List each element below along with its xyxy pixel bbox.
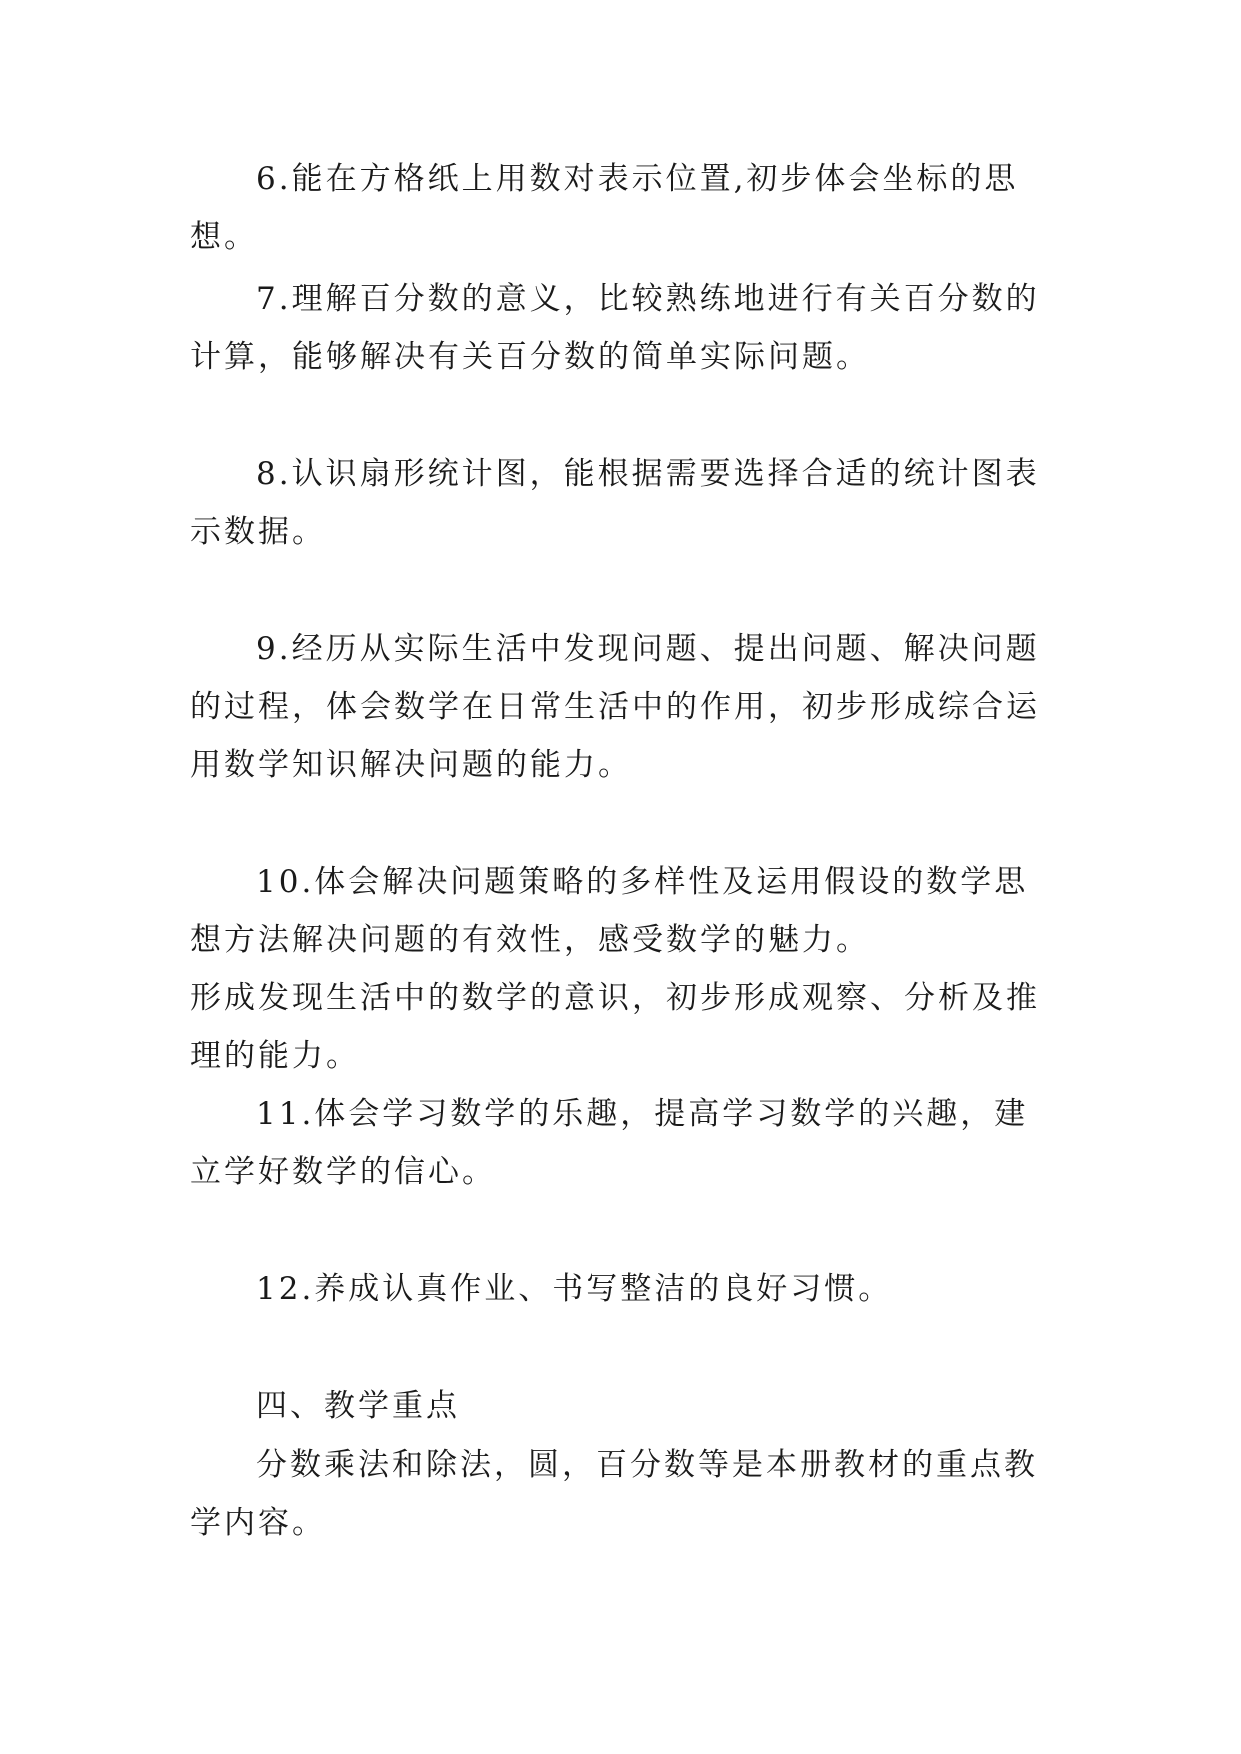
- paragraph-item-7: 7.理解百分数的意义，比较熟练地进行有关百分数的计算，能够解决有关百分数的简单实际问题。: [190, 281, 1040, 375]
- paragraph-item-6: 6.能在方格纸上用数对表示位置,初步体会坐标的思想。: [190, 161, 1019, 255]
- paragraph-item-10: 10.体会解决问题策略的多样性及运用假设的数学思想方法解决问题的有效性，感受数学的魅力。: [190, 864, 1029, 958]
- section-heading-teaching-focus: 四、教学重点: [256, 1388, 460, 1424]
- paragraph-item-12: 12.养成认真作业、书写整洁的良好习惯。: [256, 1271, 893, 1307]
- paragraph-item-10-continued: 形成发现生活中的数学的意识，初步形成观察、分析及推理的能力。: [190, 980, 1040, 1074]
- paragraph-teaching-focus: 分数乘法和除法，圆，百分数等是本册教材的重点教学内容。: [190, 1447, 1038, 1541]
- paragraph-item-11: 11.体会学习数学的乐趣，提高学习数学的兴趣，建立学好数学的信心。: [190, 1096, 1029, 1190]
- paragraph-item-9: 9.经历从实际生活中发现问题、提出问题、解决问题的过程，体会数学在日常生活中的作用，初步形成综合运用数学知识解决问题的能力。: [190, 631, 1040, 783]
- paragraph-item-8: 8.认识扇形统计图，能根据需要选择合适的统计图表示数据。: [190, 456, 1040, 550]
